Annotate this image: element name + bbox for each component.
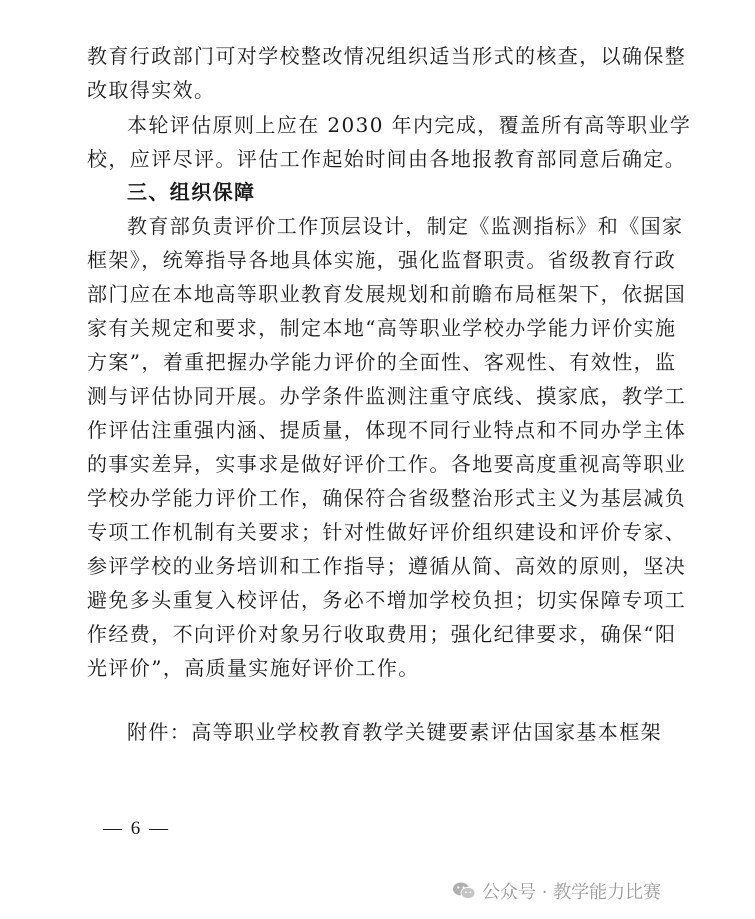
- paragraph-first-line: 教育部负责评价工作顶层设计，制定《监测指标》和《国家: [127, 214, 684, 238]
- body-line: 部门应在本地高等职业教育发展规划和前瞻布局框架下，依据国: [87, 282, 687, 306]
- body-line: 测与评估协同开展。办学条件监测注重守底线、摸家底，教学工: [87, 384, 687, 408]
- body-line: 家有关规定和要求，制定本地“高等职业学校办学能力评价实施: [87, 316, 677, 340]
- paragraph-first-line: 本轮评估原则上应在 2030 年内完成，覆盖所有高等职业学: [127, 113, 692, 137]
- body-line: 专项工作机制有关要求；针对性做好评价组织建设和评价专家、: [87, 520, 687, 544]
- section-heading: 三、组织保障: [127, 180, 256, 204]
- attachment-line: 附件：高等职业学校教育教学关键要素评估国家基本框架: [127, 720, 662, 744]
- body-line: 框架》，统筹指导各地具体实施，强化监督职责。省级教育行政: [87, 248, 677, 272]
- watermark: [452, 874, 661, 908]
- body-line: 的事实差异，实事求是做好评价工作。各地要高度重视高等职业: [87, 452, 687, 476]
- body-line: 改取得实效。: [87, 78, 216, 102]
- wechat-icon: [452, 881, 476, 901]
- body-line: 参评学校的业务培训和工作指导；遵循从简、高效的原则，坚决: [87, 554, 687, 578]
- body-line: 方案”，着重把握办学能力评价的全面性、客观性、有效性，监: [87, 350, 677, 374]
- body-line: 作经费，不向评价对象另行收取费用；强化纪律要求，确保“阳: [87, 622, 677, 646]
- body-line: 光评价”，高质量实施好评价工作。: [87, 656, 420, 680]
- body-line: 学校办学能力评价工作，确保符合省级整治形式主义为基层减负: [87, 486, 687, 510]
- body-line: 校，应评尽评。评估工作起始时间由各地报教育部同意后确定。: [87, 147, 687, 171]
- page-number: — 6 —: [103, 818, 170, 839]
- watermark-text: 公众号 · 教学能力比赛: [482, 882, 662, 903]
- body-line: 避免多头重复入校评估，务必不增加学校负担；切实保障专项工: [87, 588, 687, 612]
- body-line: 教育行政部门可对学校整改情况组织适当形式的核查，以确保整: [87, 44, 687, 68]
- body-line: 作评估注重强内涵、提质量，体现不同行业特点和不同办学主体: [87, 418, 687, 442]
